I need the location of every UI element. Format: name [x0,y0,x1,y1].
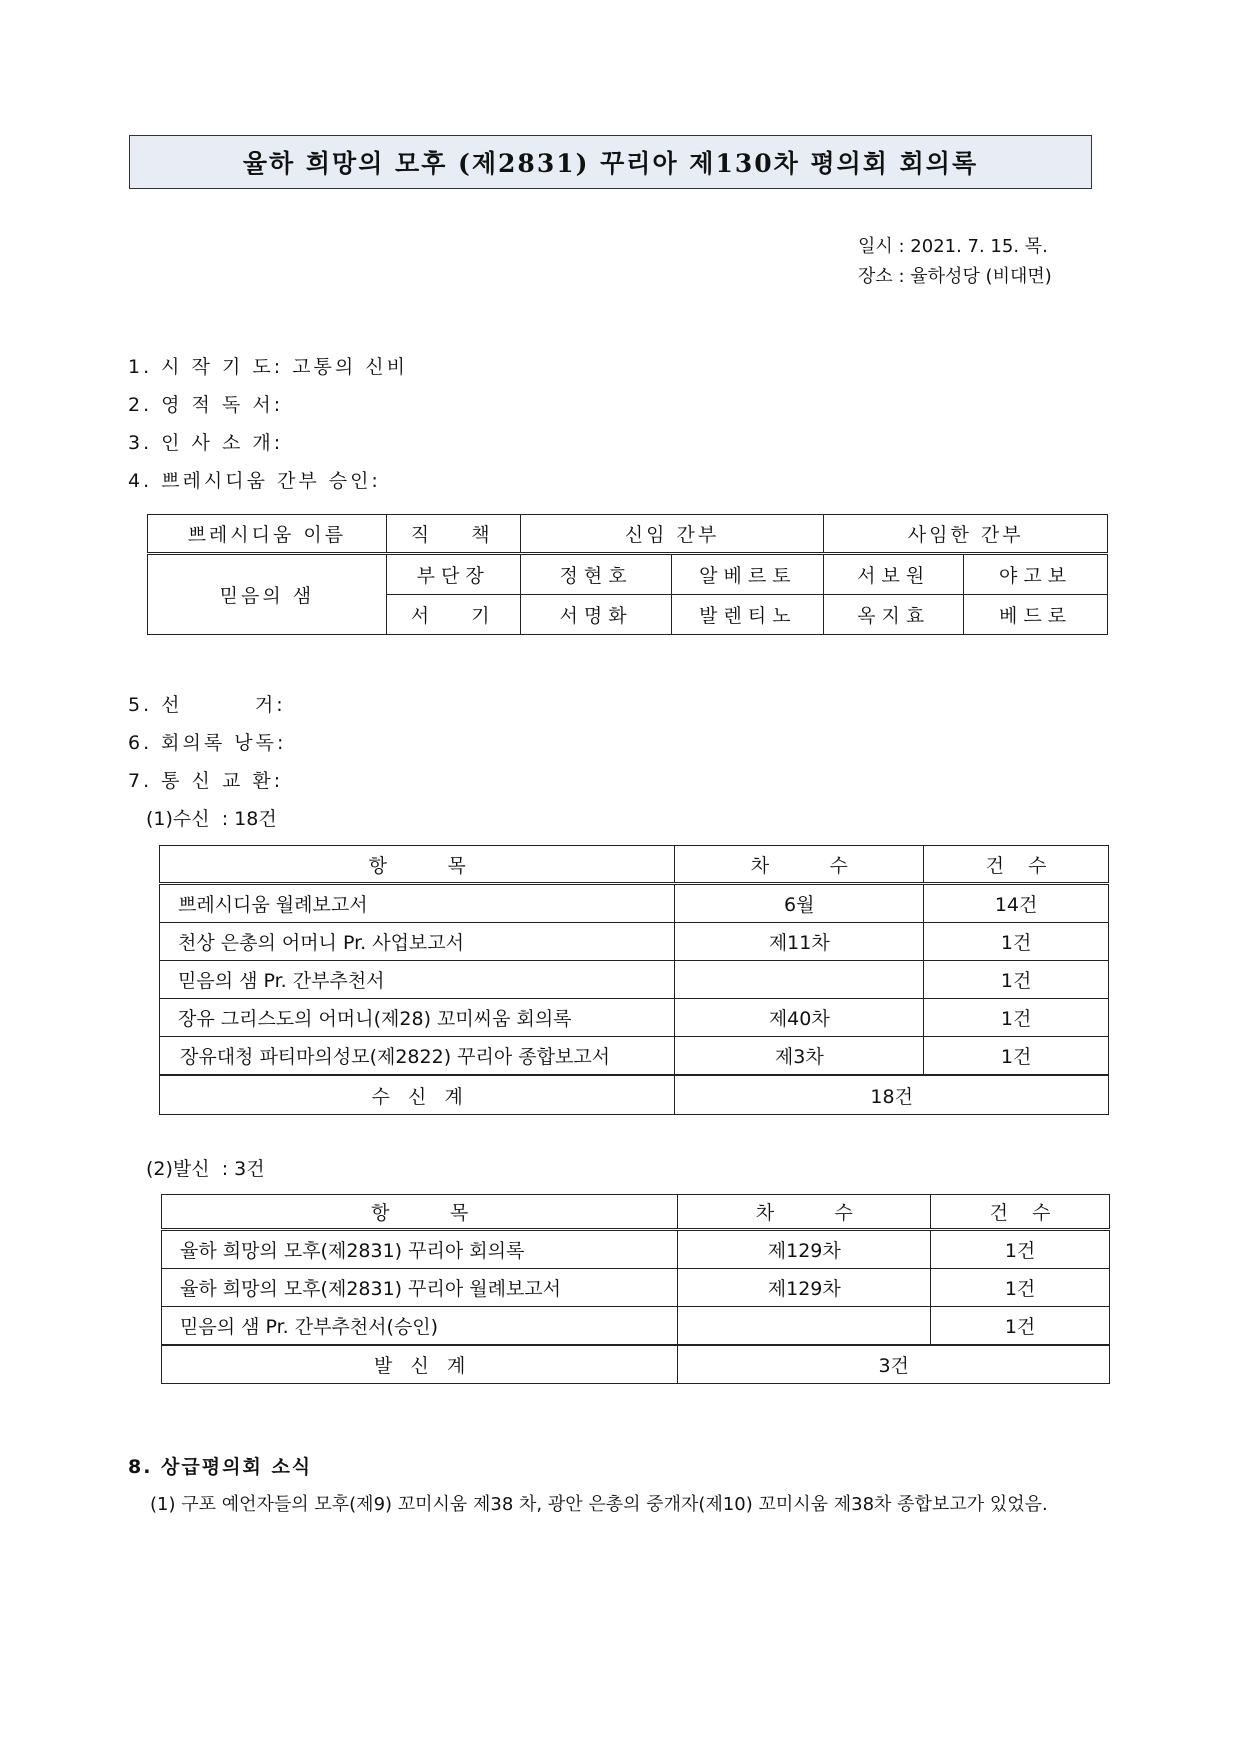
count-cell: 1건 [931,1307,1110,1346]
header-resigned-officer: 사임한 간부 [824,515,1108,554]
session-cell: 제11차 [675,923,924,961]
resigned-officer-name: 서보원 [824,554,964,595]
table-row [160,884,1109,923]
agenda-item-6: 6. 회의록 낭독: [128,732,287,754]
header-new-officer: 신임 간부 [520,515,824,554]
agenda-item-4: 4. 쁘레시디움 간부 승인: [128,470,381,492]
new-officer-baptismal-name: 발렌티노 [672,595,824,635]
officer-approval-table [147,514,1108,635]
table-row [160,999,1109,1037]
item-cell: 믿음의 샘 Pr. 간부추천서(승인) [162,1307,678,1346]
table-row [162,1307,1110,1346]
document-title: 율하 희망의 모후 (제2831) 꾸리아 제130차 평의회 회의록 [242,149,979,178]
received-total-row [160,1075,1109,1115]
praesidium-name-cell: 믿음의 샘 [148,554,387,635]
meeting-date: 일시 : 2021. 7. 15. 목. [858,236,1048,257]
section-8-line: (1) 구포 예언자들의 모후(제9) 꼬미시움 제38 차, 광안 은총의 중개자(제10) 꼬미시움 제38차 종합보고가 있었음. [150,1494,1048,1515]
header-count: 건 수 [924,846,1109,884]
header-session: 차 수 [678,1195,931,1230]
session-cell: 제3차 [675,1037,924,1076]
table-row [160,961,1109,999]
new-officer-baptismal-name: 알베르토 [672,554,824,595]
document-title-box [129,135,1092,189]
total-label: 수 신 계 [160,1075,675,1115]
officer-table-header [148,515,1108,554]
meeting-place: 장소 : 율하성당 (비대면) [858,266,1052,287]
item-cell: 율하 희망의 모후(제2831) 꾸리아 월례보고서 [162,1269,678,1307]
table-row [160,1037,1109,1076]
position-cell: 서 기 [386,595,520,635]
agenda-item-2: 2. 영 적 독 서: [128,394,284,416]
sent-table [161,1194,1110,1384]
resigned-officer-baptismal-name: 베드로 [964,595,1108,635]
count-cell: 1건 [931,1230,1110,1269]
count-cell: 14건 [924,884,1109,923]
session-cell [675,961,924,999]
sent-total-row [162,1345,1110,1384]
item-cell: 천상 은총의 어머니 Pr. 사업보고서 [160,923,675,961]
count-cell: 1건 [931,1269,1110,1307]
new-officer-name: 서명화 [520,595,672,635]
item-cell: 쁘레시디움 월례보고서 [160,884,675,923]
resigned-officer-baptismal-name: 야고보 [964,554,1108,595]
agenda-item-1: 1. 시 작 기 도: 고통의 신비 [128,356,408,378]
agenda-item-7: 7. 통 신 교 환: [128,770,284,792]
new-officer-name: 정현호 [520,554,672,595]
count-cell: 1건 [924,999,1109,1037]
item-cell: 믿음의 샘 Pr. 간부추천서 [160,961,675,999]
section-8-heading: 8. 상급평의회 소식 [128,1456,313,1478]
agenda-item-5: 5. 선 거: [128,694,286,716]
session-cell [678,1307,931,1346]
table-row [160,923,1109,961]
count-cell: 1건 [924,961,1109,999]
table-row [162,1269,1110,1307]
session-cell: 6월 [675,884,924,923]
header-count: 건 수 [931,1195,1110,1230]
sent-table-header [162,1195,1110,1230]
item-cell: 장유 그리스도의 어머니(제28) 꼬미씨움 회의록 [160,999,675,1037]
header-item: 항 목 [162,1195,678,1230]
header-position: 직 책 [386,515,520,554]
header-session: 차 수 [675,846,924,884]
item-cell: 장유대청 파티마의성모(제2822) 꾸리아 종합보고서 [160,1037,675,1076]
total-value: 18건 [675,1075,1109,1115]
received-table-header [160,846,1109,884]
header-item: 항 목 [160,846,675,884]
agenda-item-3: 3. 인 사 소 개: [128,432,284,454]
item-cell: 율하 희망의 모후(제2831) 꾸리아 회의록 [162,1230,678,1269]
session-cell: 제129차 [678,1269,931,1307]
header-praesidium-name: 쁘레시디움 이름 [148,515,387,554]
sent-label: (2)발신 : 3건 [146,1158,265,1180]
session-cell: 제129차 [678,1230,931,1269]
table-row [148,554,1108,595]
resigned-officer-name: 옥지효 [824,595,964,635]
received-table [159,845,1109,1115]
session-cell: 제40차 [675,999,924,1037]
count-cell: 1건 [924,923,1109,961]
position-cell: 부단장 [386,554,520,595]
received-label: (1)수신 : 18건 [146,808,277,830]
table-row [162,1230,1110,1269]
total-value: 3건 [678,1345,1110,1384]
total-label: 발 신 계 [162,1345,678,1384]
count-cell: 1건 [924,1037,1109,1076]
